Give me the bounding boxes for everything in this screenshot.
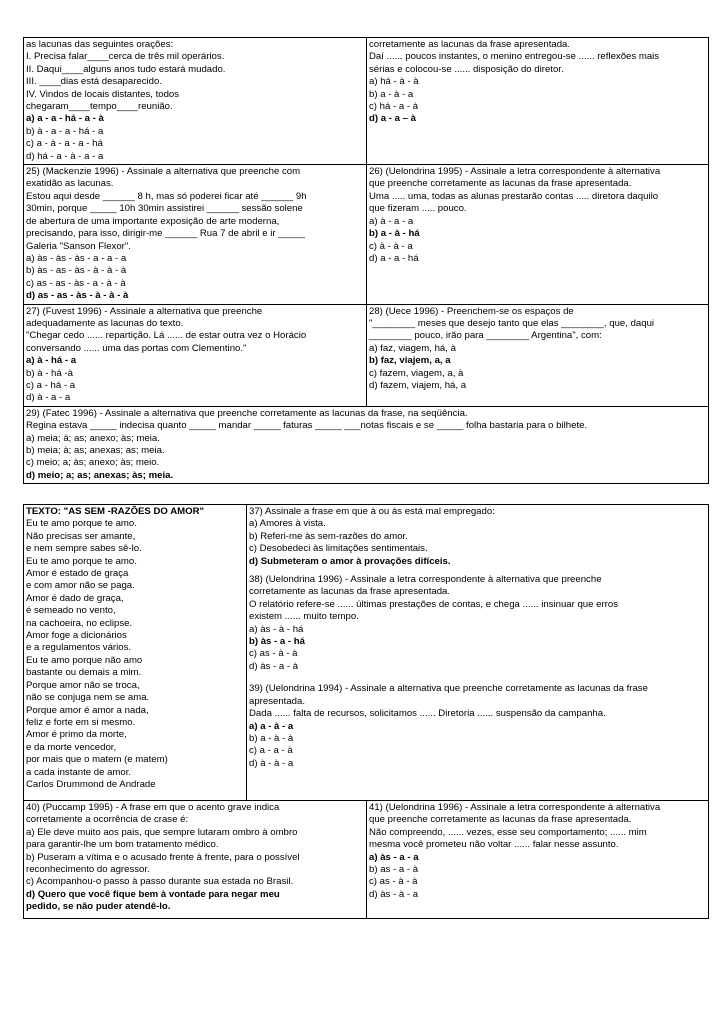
correct-answer: d) Submeteram o amor à provações difíceis. (249, 555, 451, 567)
question-cell (24, 801, 367, 919)
answer-option: b) à - há -à (26, 367, 73, 379)
poem-line: Porque amor não se troca, (26, 679, 140, 691)
answer-option: d) a - a - há (369, 252, 419, 264)
poem-line: Eu te amo porque te amo. (26, 555, 137, 567)
answer-option: b) à - a - a - há - a (26, 125, 104, 137)
text-line: Regina estava _____ indecisa quanto _____ mandar _____ faturas _____ ___notas fiscais e se _____ folha bastaria para o bilhete. (26, 420, 588, 432)
poem-line: não se conjuga nem se ama. (26, 692, 150, 704)
text-line: que fizeram ..... pouco. (369, 203, 467, 215)
correct-answer: b) às - a - há (249, 636, 305, 648)
text-line: as lacunas das seguintes orações: (26, 39, 174, 50)
correct-answer: a) à - há - a (26, 355, 77, 367)
table-row (24, 304, 709, 406)
question-header: 40) (Puccamp 1995) - A frase em que o acento grave indica (26, 802, 280, 813)
correct-answer: b) a - à - há (369, 228, 420, 240)
text-line: chegaram____tempo____reunião. (26, 101, 173, 113)
question-cell (367, 38, 709, 165)
answer-option: c) Desobedeci às limitações sentimentais. (249, 543, 428, 555)
answer-option: reconhecimento do agressor. (26, 864, 150, 876)
text-line: O relatório refere-se ...... últimas prestações de contas, e chega ...... insinuar que erros (249, 598, 619, 610)
poem-title: TEXTO: "AS SEM -RAZÕES DO AMOR" (26, 506, 205, 517)
text-line: "________ meses que desejo tanto que elas ________, que, daqui (369, 317, 655, 329)
answer-option: a) meia; à; as; anexo; às; meia. (26, 432, 160, 444)
answer-option: b) meia; à; as; anexas; as; meia. (26, 445, 165, 456)
answer-option: d) fazem, viajem, há, a (369, 379, 467, 391)
answer-option: c) as - à - à (249, 648, 298, 660)
question-header: 41) (Uelondrina 1996) - Assinale a letra correspondente à alternativa (369, 802, 661, 813)
answer-option: a) à - a - a (369, 215, 414, 227)
answer-option: c) meio; a; às; anexo; às; meio. (26, 457, 160, 469)
correct-answer: d) as - as - às - à - à - à (26, 290, 129, 302)
poem-line: por mais que o matem (e matem) (26, 754, 168, 766)
text-line: III. ____dias está desaparecido. (26, 76, 163, 88)
text-line: "Chegar cedo ...... repartição. Lá ...... de estar outra vez o Horácio (26, 330, 307, 342)
answer-option: c) fazem, viagem, a, à (369, 367, 464, 379)
poem-line: e nem sempre sabes sê-lo. (26, 543, 142, 555)
poem-line: feliz e forte em si mesmo. (26, 716, 136, 728)
text-line: Dada ...... falta de recursos, solicitamos ...... Diretoria ...... suspensão da campanha. (249, 708, 606, 720)
poem-line: Eu te amo porque não amo (26, 654, 143, 666)
question-header: 38) (Uelondrina 1996) - Assinale a letra correspondente à alternativa que preenche (249, 574, 602, 586)
answer-option: d) há - a - à - a - a (26, 150, 104, 162)
answer-option: a) às - às - às - a - a - a (26, 252, 127, 264)
text-line: exatidão as lacunas. (26, 178, 114, 190)
answer-option: a) às - à - há (249, 623, 304, 635)
question-header: 29) (Fatec 1996) - Assinale a alternativa que preenche corretamente as lacunas da frase, na seqüência. (26, 407, 468, 419)
text-line: que preenche corretamente as lacunas da frase apresentada. (369, 814, 632, 826)
table-row (24, 38, 709, 165)
answer-option: c) a - à - a - a - há (26, 138, 103, 150)
text-line: de abertura de uma importante exposição de arte moderna, (26, 215, 280, 227)
question-cell (24, 38, 367, 165)
poem-line: Carlos Drummond de Andrade (26, 778, 156, 790)
answer-option: a) Amores à vista. (249, 518, 326, 530)
poem-line: Porque amor é amor a nada, (26, 704, 149, 716)
answer-option: c) as - as - às - a - à - à (26, 277, 126, 289)
answer-option: c) a - a - à (249, 745, 293, 757)
text-line: I. Precisa falar____cerca de três mil operários. (26, 51, 225, 63)
correct-answer: d) meio; a; as; anexas; às; meia. (26, 469, 174, 481)
text-line: precisando, para isso, dirigir-me ______ Rua 7 de abril e ir _____ (26, 228, 305, 240)
correct-answer: a) a - à - a (249, 720, 294, 732)
answer-option: para garantir-lhe um bom tratamento médico. (26, 839, 219, 851)
answer-option: d) à - à - a (249, 757, 294, 769)
answer-option: d) à - a - a (26, 392, 71, 404)
answer-option: a) há - à - à (369, 76, 419, 88)
poem-line: Amor foge a dicionários (26, 630, 127, 642)
poem-line: Amor é dado de graça, (26, 592, 124, 604)
poem-cell (24, 505, 247, 801)
poem-line: e da morte vencedor, (26, 741, 117, 753)
question-header: 25) (Mackenzie 1996) - Assinale a alternativa que preenche com (26, 166, 301, 178)
questions-table-bottom (23, 504, 709, 919)
poem-line: na cachoeira, no eclipse. (26, 617, 133, 629)
text-line: 30min, porque _____ 10h 30min assistirei ______ sessão solene (26, 203, 303, 215)
answer-option: b) Puseram a vítima e o acusado frente à frente, para o possível (26, 851, 300, 863)
question-header: 26) (Uelondrina 1995) - Assinale a letra correspondente à alternativa (369, 166, 661, 178)
question-header: 27) (Fuvest 1996) - Assinale a alternativa que preenche (26, 305, 263, 317)
question-cell (247, 505, 709, 801)
question-cell (24, 304, 367, 406)
text-line: que preenche corretamente as lacunas da frase apresentada. (369, 178, 632, 190)
text-line: sérias e colocou-se ...... disposição do diretor. (369, 63, 564, 75)
question-header: 37) Assinale a frase em que à ou às está mal empregado: (249, 506, 495, 517)
poem-line: Amor é primo da morte, (26, 729, 127, 741)
text-line: ________ pouco, irão para ________ Argentina", com: (369, 330, 602, 342)
text-line: Daí ...... poucos instantes, o menino entregou-se ...... reflexões mais (369, 51, 660, 63)
text-line: corretamente a ocorrência de crase é: (26, 814, 189, 826)
text-line: corretamente as lacunas da frase apresentada. (369, 39, 571, 50)
text-line: conversando ...... uma das portas com Clementino." (26, 342, 247, 354)
question-header: 28) (Uece 1996) - Preenchem-se os espaços de (369, 305, 574, 317)
poem-line: Eu te amo porque te amo. (26, 518, 137, 530)
correct-answer: a) a - a - há - a - à (26, 113, 104, 125)
text-line: IV. Vindos de locais distantes, todos (26, 88, 180, 100)
correct-answer: a) às - a - a (369, 851, 419, 863)
question-header: 39) (Uelondrina 1994) - Assinale a alternativa que preenche corretamente as lacunas da frase (249, 683, 648, 695)
correct-answer: b) faz, viajem, a, a (369, 355, 451, 367)
poem-line: bastante ou demais a mim. (26, 667, 142, 679)
text-line: Não compreendo, ...... vezes, esse seu comportamento; ...... mim (369, 826, 647, 838)
answer-option: b) a - à - à (249, 732, 294, 744)
correct-answer: pedido, se não puder atendê-lo. (26, 901, 171, 913)
correct-answer: d) Quero que você fique bem à vontade para negar meu (26, 888, 280, 900)
question-cell (24, 406, 709, 483)
text-line: Uma ..... uma, todas as alunas prestarão contas ..... diretora daquilo (369, 190, 659, 202)
poem-line: a cada instante de amor. (26, 766, 132, 778)
answer-option: b) a - à - a (369, 88, 414, 100)
question-cell (24, 165, 367, 304)
answer-option: c) as - à - à (369, 876, 418, 888)
text-line: existem ...... muito tempo. (249, 611, 359, 623)
text-line: mesma você prometeu não voltar ...... falar nesse assunto. (369, 839, 619, 851)
question-cell (367, 165, 709, 304)
question-cell (367, 304, 709, 406)
answer-option: b) as - a - à (369, 864, 419, 876)
poem-line: e com amor não se paga. (26, 580, 135, 592)
poem-line: é semeado no vento, (26, 605, 116, 617)
answer-option: c) à - à - a (369, 240, 413, 252)
text-line: adequadamente as lacunas do texto. (26, 317, 184, 329)
text-line: Galeria "Sanson Flexor". (26, 240, 131, 252)
answer-option: b) às - as - às - à - à - à (26, 265, 127, 277)
question-cell (367, 801, 709, 919)
correct-answer: d) a - a – à (369, 113, 416, 125)
answer-option: a) Ele deve muito aos pais, que sempre lutaram ombro à ombro (26, 826, 298, 838)
answer-option: b) Referi-me às sem-razões do amor. (249, 530, 408, 542)
answer-option: c) há - a - à (369, 101, 419, 113)
table-row (24, 165, 709, 304)
poem-line: e a regulamentos vários. (26, 642, 132, 654)
answer-option: d) às - à - a (369, 888, 419, 900)
poem-line: Não precisas ser amante, (26, 530, 136, 542)
text-line: II. Daqui____alguns anos tudo estará mudado. (26, 63, 226, 75)
questions-table-top (23, 37, 709, 484)
answer-option: c) a - há - a (26, 379, 76, 391)
answer-option: a) faz, viagem, há, à (369, 342, 456, 354)
table-row (24, 801, 709, 919)
answer-option: d) às - a - à (249, 660, 299, 672)
text-line: apresentada. (249, 695, 306, 707)
table-row (24, 406, 709, 483)
answer-option: c) Acompanhou-o passo à passo durante sua estada no Brasil. (26, 876, 294, 888)
text-line: corretamente as lacunas da frase apresentada. (249, 586, 451, 598)
poem-line: Amor é estado de graça (26, 568, 129, 580)
text-line: Estou aqui desde ______ 8 h, mas só poderei ficar até ______ 9h (26, 190, 307, 202)
